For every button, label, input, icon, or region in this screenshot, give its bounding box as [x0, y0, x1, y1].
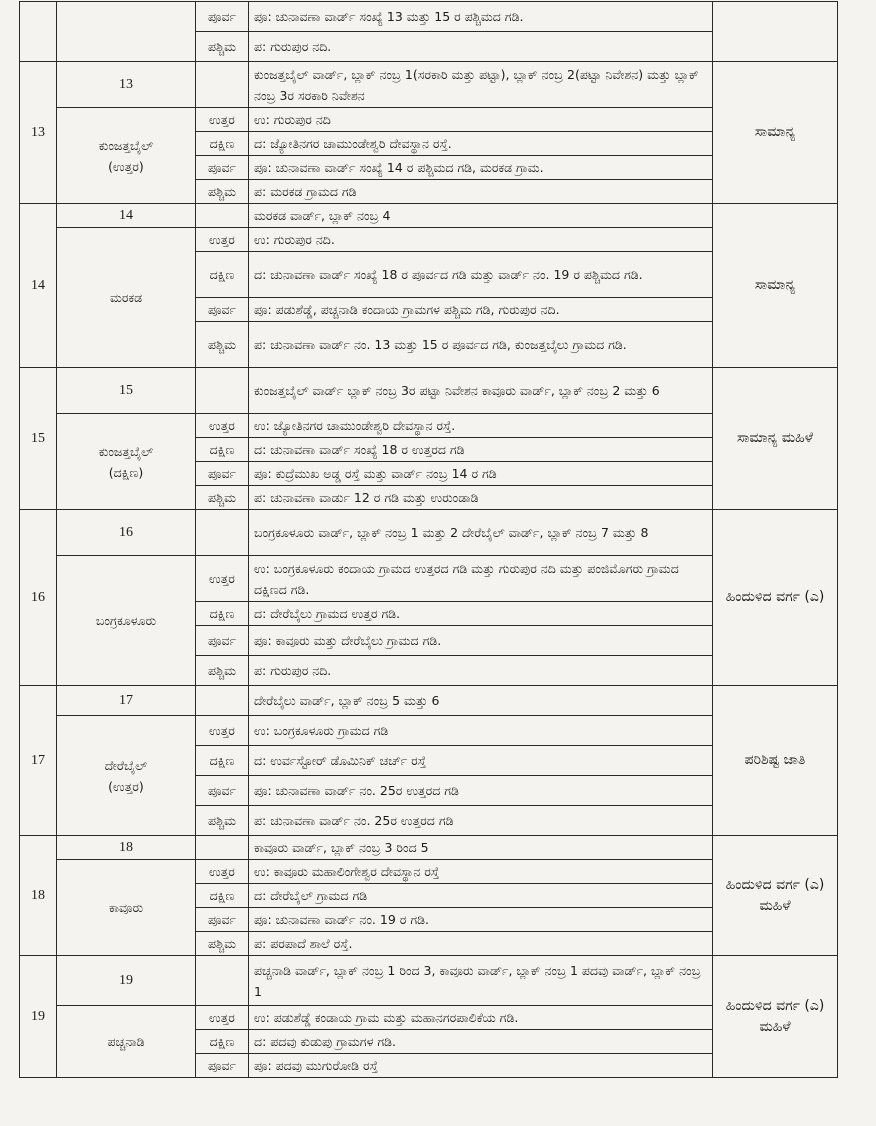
- direction-label: ಪೂರ್ವ: [196, 156, 249, 180]
- ward-number: 15: [20, 368, 57, 510]
- ward-number: 16: [20, 510, 57, 686]
- direction-label-empty: [196, 368, 249, 414]
- direction-label: ಪೂರ್ವ: [196, 776, 249, 806]
- ward-name-line: (ದಕ್ಷಿಣ): [108, 464, 144, 480]
- boundary-description: ಉ: ಬಂಗ್ರಕೂಳೂರು ಕಂದಾಯ ಗ್ರಾಮದ ಉತ್ತರದ ಗಡಿ ಮತ್ತು ಗುರುಪುರ ನದಿ ಮತ್ತು ಪಂಜಿಮೊಗರು ಗ್ರಾಮದ ದಕ್ಷಿಣದ ಗಡಿ.: [249, 556, 713, 602]
- direction-label: ಪಶ್ಚಿಮ: [196, 806, 249, 836]
- ward-number-cell: [20, 2, 57, 62]
- boundary-description: ಉ: ಗುರುಪುರ ನದಿ.: [249, 228, 713, 252]
- ward-name-line: (ಉತ್ತರ): [108, 158, 144, 174]
- ward-area-description: ಮರಕಡ ವಾರ್ಡ್, ಬ್ಲಾಕ್ ನಂಬ್ರ 4: [249, 204, 713, 228]
- ward-name-line: ಕುಂಜತ್ತಬೈಲ್: [98, 443, 154, 459]
- ward-area-description: ಪಚ್ಚನಾಡಿ ವಾರ್ಡ್, ಬ್ಲಾಕ್ ನಂಬ್ರ 1 ರಿಂದ 3, ಕಾವೂರು ವಾರ್ಡ್, ಬ್ಲಾಕ್ ನಂಬ್ರ 1 ಪದವು ವಾರ್ಡ್, ಬ್ಲಾಕ್ ನಂಬ್ರ 1: [249, 956, 713, 1006]
- ward-name-line: ದೇರೆಬೈಲ್: [104, 757, 148, 773]
- boundary-description: ಪ: ಚುನಾವಣಾ ವಾರ್ಡು 12 ರ ಗಡಿ ಮತ್ತು ಉರುಂಡಾಡಿ: [249, 486, 713, 510]
- ward-sub-number: 19: [57, 956, 196, 1006]
- ward-name-cell: [57, 228, 196, 368]
- ward-number: 19: [20, 956, 57, 1078]
- ward-number: 14: [20, 204, 57, 368]
- direction-label-empty: [196, 686, 249, 716]
- direction-label: ಉತ್ತರ: [196, 1006, 249, 1030]
- table-row: [20, 2, 838, 32]
- direction-label: ಉತ್ತರ: [196, 556, 249, 602]
- ward-sub-number: 15: [57, 368, 196, 414]
- direction-label-empty: [196, 62, 249, 108]
- ward-sub-number: 14: [57, 204, 196, 228]
- direction-label: ಪಶ್ಚಿಮ: [196, 322, 249, 368]
- ward-boundary-table: [19, 1, 838, 1078]
- boundary-description: ಪೂ: ಪಡುಶೆಡ್ಡೆ, ಪಚ್ಚನಾಡಿ ಕಂದಾಯ ಗ್ರಾಮಗಳ ಪಶ್ಚಿಮ ಗಡಿ, ಗುರುಪುರ ನದಿ.: [249, 298, 713, 322]
- direction-label-empty: [196, 956, 249, 1006]
- boundary-description: ಪೂ: ಕುದ್ರೆಮುಖ ಅಡ್ಡ ರಸ್ತೆ ಮತ್ತು ವಾರ್ಡ್ ನಂಬ್ರ 14 ರ ಗಡಿ: [249, 462, 713, 486]
- direction-label: ದಕ್ಷಿಣ: [196, 884, 249, 908]
- boundary-description: ದ: ಪದವು ಕುಡುಪು ಗ್ರಾಮಗಳ ಗಡಿ.: [249, 1030, 713, 1054]
- boundary-description: ದ: ದೇರೆಬೈಲು ಗ್ರಾಮದ ಉತ್ತರ ಗಡಿ.: [249, 602, 713, 626]
- boundary-description: ಪೂ: ಚುನಾವಣಾ ವಾರ್ಡ್ ನಂ. 25ರ ಉತ್ತರದ ಗಡಿ: [249, 776, 713, 806]
- reservation-category: ಸಾಮಾನ್ಯ ಮಹಿಳೆ: [713, 368, 838, 510]
- ward-name-cell: [57, 860, 196, 956]
- reservation-category: ಹಿಂದುಳಿದ ವರ್ಗ (ಎ) ಮಹಿಳೆ: [713, 836, 838, 956]
- direction-label: ದಕ್ಷಿಣ: [196, 1030, 249, 1054]
- direction-label: ಪೂರ್ವ: [196, 462, 249, 486]
- table-row: [20, 836, 838, 860]
- boundary-description: ಉ: ಗುರುಪುರ ನದಿ: [249, 108, 713, 132]
- direction-label: ಉತ್ತರ: [196, 414, 249, 438]
- ward-number: 13: [20, 62, 57, 204]
- boundary-description: ದ: ಚುನಾವಣಾ ವಾರ್ಡ್ ಸಂಖ್ಯೆ 18 ರ ಪೂರ್ವದ ಗಡಿ ಮತ್ತು ವಾರ್ಡ್ ನಂ. 19 ರ ಪಶ್ಚಿಮದ ಗಡಿ.: [249, 252, 713, 298]
- boundary-description: ಉ: ಕಾವೂರು ಮಹಾಲಿಂಗೇಶ್ವರ ದೇವಸ್ಥಾನ ರಸ್ತೆ: [249, 860, 713, 884]
- reservation-category: ಹಿಂದುಳಿದ ವರ್ಗ (ಎ): [713, 510, 838, 686]
- ward-name-cell: [57, 2, 196, 62]
- table-row: [20, 956, 838, 1006]
- table-row: [20, 204, 838, 228]
- direction-label: ದಕ್ಷಿಣ: [196, 602, 249, 626]
- direction-label: ಉತ್ತರ: [196, 860, 249, 884]
- boundary-description: ಉ: ಜ್ಯೋತಿನಗರ ಚಾಮುಂಡೇಶ್ವರಿ ದೇವಸ್ಥಾನ ರಸ್ತೆ.: [249, 414, 713, 438]
- direction-label: ಪಶ್ಚಿಮ: [196, 656, 249, 686]
- direction-label: ದಕ್ಷಿಣ: [196, 132, 249, 156]
- ward-name-line: ಪಚ್ಚನಾಡಿ: [107, 1034, 145, 1049]
- table-row: [20, 510, 838, 556]
- boundary-description: ಪೂ: ಚುನಾವಣಾ ವಾರ್ಡ್ ಸಂಖ್ಯೆ 13 ಮತ್ತು 15 ರ ಪಶ್ಚಿಮದ ಗಡಿ.: [249, 2, 713, 32]
- boundary-description: ಪೂ: ಚುನಾವಣಾ ವಾರ್ಡ್ ನಂ. 19 ರ ಗಡಿ.: [249, 908, 713, 932]
- ward-area-description: ಕುಂಜತ್ತಬೈಲ್ ವಾರ್ಡ್ ಬ್ಲಾಕ್ ನಂಬ್ರ 3ರ ಪಟ್ಟಾ ನಿವೇಶನ ಕಾವೂರು ವಾರ್ಡ್, ಬ್ಲಾಕ್ ನಂಬ್ರ 2 ಮತ್ತು 6: [249, 368, 713, 414]
- boundary-description: ಪ: ಚುನಾವಣಾ ವಾರ್ಡ್ ನಂ. 13 ಮತ್ತು 15 ರ ಪೂರ್ವದ ಗಡಿ, ಕುಂಜತ್ತಬೈಲು ಗ್ರಾಮದ ಗಡಿ.: [249, 322, 713, 368]
- boundary-description: ದ: ಚುನಾವಣಾ ವಾರ್ಡ್ ಸಂಖ್ಯೆ 18 ರ ಉತ್ತರದ ಗಡಿ: [249, 438, 713, 462]
- boundary-description: ಪ: ಗುರುಪುರ ನದಿ.: [249, 656, 713, 686]
- ward-name-line: ಬಂಗ್ರಕೂಳೂರು: [95, 613, 157, 628]
- ward-area-description: ಬಂಗ್ರಕೂಳೂರು ವಾರ್ಡ್, ಬ್ಲಾಕ್ ನಂಬ್ರ 1 ಮತ್ತು 2 ದೇರೆಬೈಲ್ ವಾರ್ಡ್, ಬ್ಲಾಕ್ ನಂಬ್ರ 7 ಮತ್ತು 8: [249, 510, 713, 556]
- ward-area-description: ದೇರೆಬೈಲು ವಾರ್ಡ್, ಬ್ಲಾಕ್ ನಂಬ್ರ 5 ಮತ್ತು 6: [249, 686, 713, 716]
- direction-label: ಪೂರ್ವ: [196, 908, 249, 932]
- direction-label: ದಕ್ಷಿಣ: [196, 746, 249, 776]
- reservation-category: ಹಿಂದುಳಿದ ವರ್ಗ (ಎ) ಮಹಿಳೆ: [713, 956, 838, 1078]
- direction-label-empty: [196, 836, 249, 860]
- boundary-description: ಉ: ಪಡುಶೆಡ್ಡೆ ಕಂಡಾಯ ಗ್ರಾಮ ಮತ್ತು ಮಹಾನಗರಪಾಲಿಕೆಯ ಗಡಿ.: [249, 1006, 713, 1030]
- ward-name-line: ಕಾವೂರು: [108, 900, 144, 915]
- reservation-category: ಪರಿಶಿಷ್ಟ ಜಾತಿ: [713, 686, 838, 836]
- reservation-category: ಸಾಮಾನ್ಯ: [713, 62, 838, 204]
- boundary-description: ಪ: ಪರಪಾದೆ ಶಾಲೆ ರಸ್ತೆ.: [249, 932, 713, 956]
- ward-name-cell: [57, 108, 196, 204]
- boundary-description: ಪ: ಗುರುಪುರ ನದಿ.: [249, 32, 713, 62]
- direction-label: ಪಶ್ಚಿಮ: [196, 32, 249, 62]
- direction-label: ಪಶ್ಚಿಮ: [196, 486, 249, 510]
- ward-name-line: (ಉತ್ತರ): [108, 778, 144, 794]
- direction-label: ಪಶ್ಚಿಮ: [196, 932, 249, 956]
- direction-label: ದಕ್ಷಿಣ: [196, 252, 249, 298]
- direction-label: ಉತ್ತರ: [196, 108, 249, 132]
- ward-name-cell: [57, 716, 196, 836]
- direction-label: ಪೂರ್ವ: [196, 1054, 249, 1078]
- ward-name-cell: [57, 414, 196, 510]
- reservation-category: ಸಾಮಾನ್ಯ: [713, 204, 838, 368]
- ward-sub-number: 16: [57, 510, 196, 556]
- table-row: [20, 368, 838, 414]
- boundary-description: ದ: ಉರ್ವಸ್ಟೋರ್ ಡೊಮಿನಿಕ್ ಚರ್ಚ್ ರಸ್ತೆ: [249, 746, 713, 776]
- boundary-description: ದ: ಜ್ಯೋತಿನಗರ ಚಾಮುಂಡೇಶ್ವರಿ ದೇವಸ್ಥಾನ ರಸ್ತೆ.: [249, 132, 713, 156]
- boundary-description: ಪ: ಚುನಾವಣಾ ವಾರ್ಡ್ ನಂ. 25ರ ಉತ್ತರದ ಗಡಿ: [249, 806, 713, 836]
- ward-name-line: ಮರಕಡ: [109, 290, 143, 305]
- ward-name-cell: [57, 1006, 196, 1078]
- direction-label: ಪೂರ್ವ: [196, 626, 249, 656]
- boundary-description: ಉ: ಬಂಗ್ರಕೂಳೂರು ಗ್ರಾಮದ ಗಡಿ: [249, 716, 713, 746]
- direction-label-empty: [196, 510, 249, 556]
- ward-area-description: ಕಾವೂರು ವಾರ್ಡ್, ಬ್ಲಾಕ್ ನಂಬ್ರ 3 ರಿಂದ 5: [249, 836, 713, 860]
- direction-label: ಪೂರ್ವ: [196, 2, 249, 32]
- direction-label: ದಕ್ಷಿಣ: [196, 438, 249, 462]
- boundary-description: ದ: ದೇರೆಬೈಲ್ ಗ್ರಾಮದ ಗಡಿ: [249, 884, 713, 908]
- ward-area-description: ಕುಂಜತ್ತಬೈಲ್ ವಾರ್ಡ್, ಬ್ಲಾಕ್ ನಂಬ್ರ 1(ಸರಕಾರಿ ಮತ್ತು ಪಟ್ಟಾ), ಬ್ಲಾಕ್ ನಂಬ್ರ 2(ಪಟ್ಟಾ ನಿವೇಶನ) ಮತ್ತು ಬ್ಲಾಕ್ ನಂಬ್ರ 3ರ ಸರಕಾರಿ ನಿವೇಶನ: [249, 62, 713, 108]
- ward-sub-number: 17: [57, 686, 196, 716]
- boundary-description: ಪೂ: ಚುನಾವಣಾ ವಾರ್ಡ್ ಸಂಖ್ಯೆ 14 ರ ಪಶ್ಚಿಮದ ಗಡಿ, ಮರಕಡ ಗ್ರಾಮ.: [249, 156, 713, 180]
- ward-number: 17: [20, 686, 57, 836]
- ward-name-line: ಕುಂಜತ್ತಬೈಲ್: [98, 137, 154, 153]
- ward-name-cell: [57, 556, 196, 686]
- direction-label: ಉತ್ತರ: [196, 228, 249, 252]
- ward-sub-number: 13: [57, 62, 196, 108]
- boundary-description: ಪ: ಮರಕಡ ಗ್ರಾಮದ ಗಡಿ: [249, 180, 713, 204]
- direction-label: ಪೂರ್ವ: [196, 298, 249, 322]
- table-row: [20, 62, 838, 108]
- direction-label: ಪಶ್ಚಿಮ: [196, 180, 249, 204]
- reservation-category: [713, 2, 838, 62]
- table-row: [20, 686, 838, 716]
- boundary-description: ಪೂ: ಕಾವೂರು ಮತ್ತು ದೇರೆಬೈಲು ಗ್ರಾಮದ ಗಡಿ.: [249, 626, 713, 656]
- ward-sub-number: 18: [57, 836, 196, 860]
- direction-label: ಉತ್ತರ: [196, 716, 249, 746]
- boundary-description: ಪೂ: ಪದವು ಮುಗುರೋಡಿ ರಸ್ತೆ: [249, 1054, 713, 1078]
- direction-label-empty: [196, 204, 249, 228]
- ward-number: 18: [20, 836, 57, 956]
